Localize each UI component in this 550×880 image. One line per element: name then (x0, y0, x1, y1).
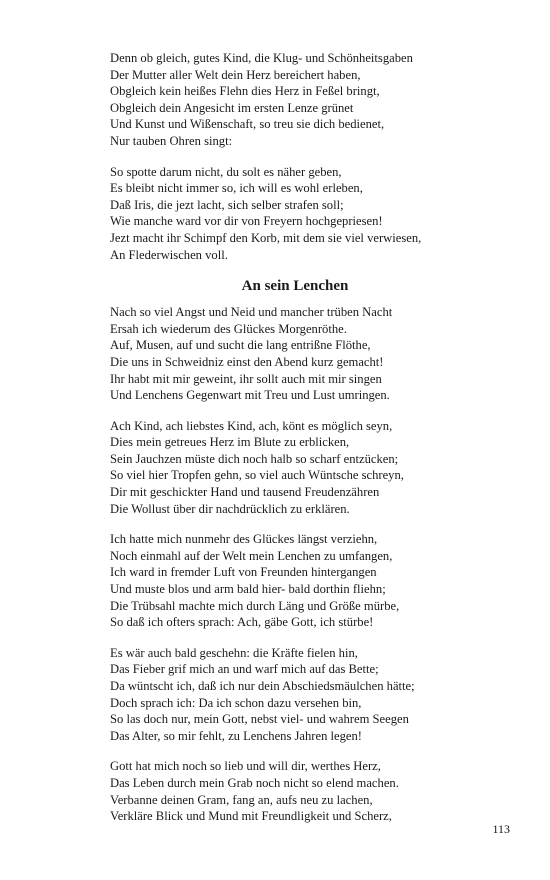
poem-text (110, 50, 480, 839)
verse-line: Ach Kind, ach liebstes Kind, ach, könt es möglich seyn, (110, 418, 393, 433)
verse-line: Ersah ich wiederum des Glückes Morgenröthe. (110, 321, 347, 336)
verse-line: Verbanne deinen Gram, fang an, aufs neu zu lachen, (110, 792, 373, 807)
verse-line: Sein Jauchzen müste dich noch halb so scharf entzücken; (110, 451, 399, 466)
verse-line: Das Leben durch mein Grab noch nicht so elend machen. (110, 775, 399, 790)
verse-line: Obgleich kein heißes Flehn dies Herz in Feßel bringt, (110, 84, 380, 99)
verse-line: So las doch nur, mein Gott, nebst viel- und wahrem Seegen (110, 712, 409, 727)
stanza (110, 645, 480, 745)
stanza (110, 164, 480, 264)
verse-line: Nach so viel Angst und Neid und mancher trüben Nacht (110, 305, 393, 320)
stanza (110, 531, 480, 631)
verse-line: An Flederwischen voll. (110, 247, 228, 262)
stanza (110, 758, 480, 824)
verse-line: Die Trübsahl machte mich durch Läng und Größe mürbe, (110, 598, 400, 613)
verse-line: Ich ward in fremder Luft von Freunden hintergangen (110, 565, 377, 580)
stanza (110, 304, 480, 404)
verse-line: Daß Iris, die jezt lacht, sich selber strafen soll; (110, 197, 344, 212)
stanza (110, 418, 480, 518)
verse-line: Obgleich dein Angesicht im ersten Lenze grünet (110, 100, 354, 115)
verse-line: Und muste blos und arm bald hier- bald dorthin fliehn; (110, 582, 386, 597)
verse-line: Jezt macht ihr Schimpf den Korb, mit dem sie viel verwiesen, (110, 230, 422, 245)
verse-line: Gott hat mich noch so lieb und will dir, werthes Herz, (110, 759, 381, 774)
page-number: 113 (492, 822, 510, 836)
verse-line: Der Mutter aller Welt dein Herz bereichert haben, (110, 67, 361, 82)
verse-line: So daß ich ofters sprach: Ach, gäbe Gott, ich stürbe! (110, 615, 374, 630)
verse-line: Auf, Musen, auf und sucht die lang entrißne Flöthe, (110, 338, 371, 353)
stanza (110, 50, 480, 150)
verse-line: Ich hatte mich nunmehr des Glückes längst verziehn, (110, 532, 378, 547)
verse-line: Wie manche ward vor dir von Freyern hochgepriesen! (110, 214, 383, 229)
verse-line: Dies mein getreues Herz im Blute zu erblicken, (110, 435, 350, 450)
verse-line: Ihr habt mit mir geweint, ihr sollt auch mit mir singen (110, 371, 382, 386)
verse-line: Nur tauben Ohren singt: (110, 133, 233, 148)
verse-line: So spotte darum nicht, du solt es näher geben, (110, 164, 342, 179)
verse-line: Es bleibt nicht immer so, ich will es wohl erleben, (110, 181, 363, 196)
verse-line: Die uns in Schweidniz einst den Abend kurz gemacht! (110, 354, 384, 369)
verse-line: Und Kunst und Wißenschaft, so treu sie dich bedienet, (110, 117, 385, 132)
verse-line: Und Lenchens Gegenwart mit Treu und Lust umringen. (110, 388, 390, 403)
verse-line: Denn ob gleich, gutes Kind, die Klug- und Schönheitsgaben (110, 51, 413, 65)
verse-line: Die Wollust über dir nachdrücklich zu erklären. (110, 501, 350, 516)
verse-line: Noch einmahl auf der Welt mein Lenchen zu umfangen, (110, 548, 393, 563)
verse-line: Da wüntscht ich, daß ich nur dein Abschiedsmäulchen hätte; (110, 679, 415, 693)
verse-line: Verkläre Blick und Mund mit Freundligkeit und Scherz, (110, 809, 392, 824)
verse-line: Das Fieber grif mich an und warf mich auf das Bette; (110, 662, 379, 677)
verse-line: Dir mit geschickter Hand und tausend Freudenzähren (110, 485, 380, 500)
poem-title: An sein Lenchen (241, 278, 349, 295)
verse-line: Das Alter, so mir fehlt, zu Lenchens Jahren legen! (110, 728, 362, 743)
verse-line: Doch sprach ich: Da ich schon dazu versehen bin, (110, 695, 362, 710)
verse-line: So viel hier Tropfen gehn, so viel auch Wüntsche schreyn, (110, 468, 404, 483)
verse-line: Es wär auch bald geschehn: die Kräfte fielen hin, (110, 645, 358, 660)
